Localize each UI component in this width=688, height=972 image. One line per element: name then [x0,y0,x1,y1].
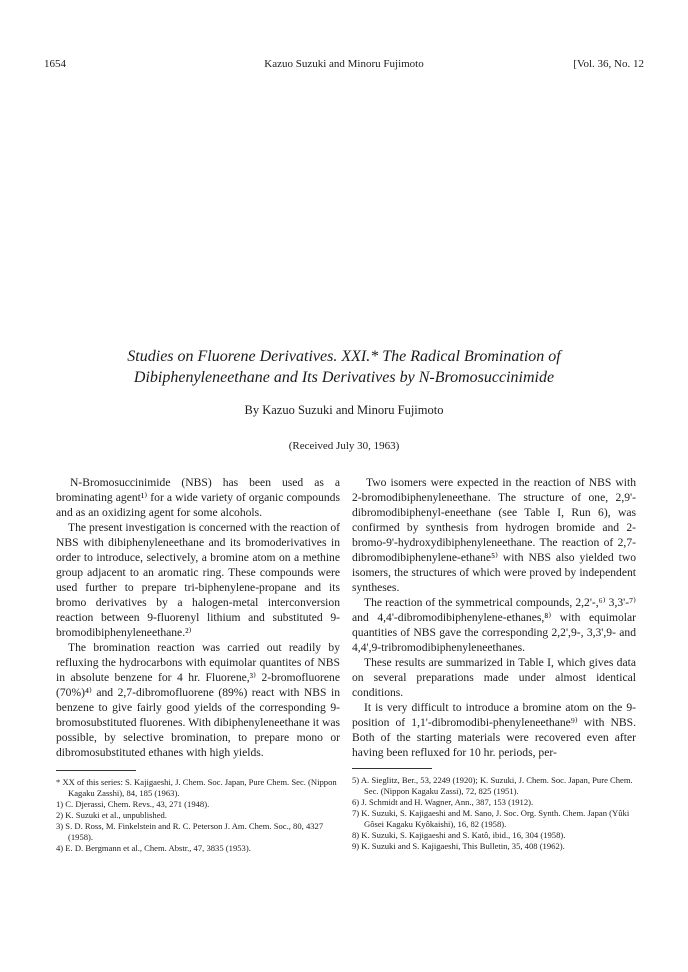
byline: By Kazuo Suzuki and Minoru Fujimoto [244,403,444,417]
footnote: 6) J. Schmidt and H. Wagner, Ann., 387, 153 (1912). [352,797,534,807]
paragraph: It is very difficult to introduce a bromine atom on the 9-position of 1,1'-dibromodibi-phenyleneethane⁹⁾ with NBS. Both of the starting materials were recovered even after having been refluxed for 10 hr. periods, per- [352,701,636,759]
footnote-rule [352,768,432,769]
paragraph: The present investigation is concerned with the reaction of NBS with dibiphenyleneethane and its bromoderivatives in order to introduce, selectively, a bromine atom on a methine group adjacent to an aromatic ring. These compounds were used further to prepare tri-biphenylene-propane and its bromo derivatives by a halogen-metal interconversion reaction between 9-fluorenyl lithium and substituted 9-bromodibiphenyleneethane.²⁾ [56,521,340,639]
paragraph: Two isomers were expected in the reaction of NBS with 2-bromodibiphenyleneethane. The structure of one, 2,9'-dibromodibiphenyl-eneethane (see Table I, Run 6), was confirmed by synthesis from hydrogen bromide and 2-bromo-9'-hydroxydibiphenyleneethane. The reaction of 2,7-dibromodibiphenylene-ethane⁵⁾ with NBS also yielded two isomers, the structures of which were proved by independent syntheses. [352,476,636,594]
running-header [44,58,644,72]
volume-info: [Vol. 36, No. 12 [573,58,644,70]
page-number: 1654 [44,58,66,70]
title-line-2: Dibiphenyleneethane and Its Derivatives by N-Bromosuccinimide [133,369,555,386]
footnote: 2) K. Suzuki et al., unpublished. [56,810,167,820]
article-title [40,346,648,388]
footnotes [56,777,340,854]
footnote: 1) C. Djerassi, Chem. Revs., 43, 271 (1948). [56,799,210,809]
footnote: 8) K. Suzuki, S. Kajigaeshi and S. Katô, ibid., 16, 304 (1958). [352,830,566,840]
footnote: 4) E. D. Bergmann et al., Chem. Abstr., 47, 3835 (1953). [56,843,251,853]
footnote: 3) S. D. Ross, M. Finkelstein and R. C. Peterson J. Am. Chem. Soc., 80, 4327 (1958). [56,821,324,842]
running-authors: Kazuo Suzuki and Minoru Fujimoto [264,58,424,70]
paragraph: The reaction of the symmetrical compounds, 2,2'-,⁶⁾ 3,3'-⁷⁾ and 4,4'-dibromodibiphenylene-ethanes,⁸⁾ with equimolar quantities of NBS gave the corresponding 2,2',9-, 3,3',9- and 4,4',9-tribromodibiphenyleneethanes. [352,596,636,654]
received-date: (Received July 30, 1963) [288,440,400,452]
paragraph: The bromination reaction was carried out readily by refluxing the hydrocarbons with equimolar quantites of NBS in absolute benzene for 4 hr. Fluorene,³⁾ 2-bromofluorene (70%)⁴⁾ and 2,7-dibromofluorene (89%) react with NBS in benzene to give fairly good yields of the corresponding 9-bromosubstituted fluorenes. With dibiphenyleneethane it was possible, by selective bromination, to prepare mono or dibromosubstituted ethanes with high yields. [56,641,340,759]
footnote: 5) A. Sieglitz, Ber., 53, 2249 (1920); K. Suzuki, J. Chem. Soc. Japan, Pure Chem. Sec. (Nippon Kagaku Zassi), 72, 825 (1951). [352,775,633,796]
paragraph: These results are summarized in Table I, which gives data on several preparations made under almost identical conditions. [352,656,636,699]
footnote: * XX of this series: S. Kajigaeshi, J. Chem. Soc. Japan, Pure Chem. Sec. (Nippon Kagaku Zasshi), 84, 185 (1963). [56,777,337,798]
footnote: 7) K. Suzuki, S. Kajigaeshi and M. Sano, J. Soc. Org. Synth. Chem. Japan (Yûki Gôsei Kagaku Kyôkaishi), 16, 82 (1958). [352,808,630,829]
right-column [352,475,636,852]
title-line-1: Studies on Fluorene Derivatives. XXI.* The Radical Bromination of [127,348,561,365]
footnote: 9) K. Suzuki and S. Kajigaeshi, This Bulletin, 35, 408 (1962). [352,841,565,851]
paragraph: N-Bromosuccinimide (NBS) has been used as a brominating agent¹⁾ for a wide variety of organic compounds and as an oxidizing agent for some alcohols. [56,476,340,519]
footnotes [352,775,636,852]
left-column [56,475,340,854]
footnote-rule [56,770,136,771]
